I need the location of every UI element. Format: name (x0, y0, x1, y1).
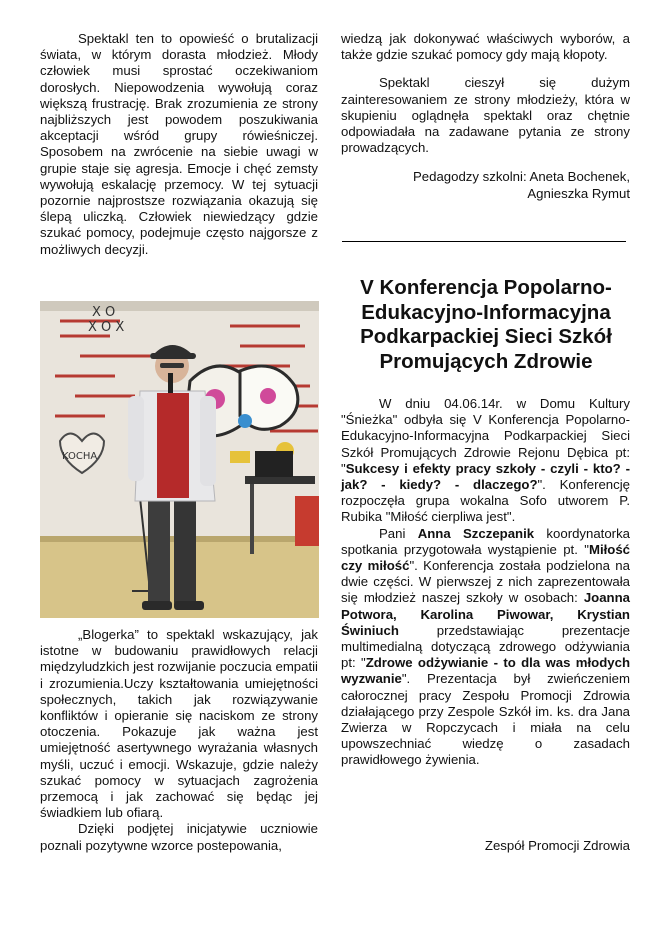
red-chair (295, 496, 319, 546)
article-paragraph-1 (341, 396, 630, 526)
board-text-2: X O X (88, 320, 125, 335)
p2-bold-students: Joanna Potwora, Karolina Piwowar, Krystian Świniuch (341, 590, 630, 638)
board-text-3: KOCHA (62, 451, 98, 462)
p2-text-4: przedstawiając prezentacje multimedialną dotyczącą zdrowego odżywiania pt: " (341, 622, 630, 671)
section-divider (342, 241, 626, 242)
p2-text-3: ". Konferencja została podzielona na dwie części. W pierwszej z nich zaprezentowała się młodzież naszej szkoły w osobach: (341, 558, 630, 606)
p2-text-2: koordynatorka spotkania przygotowała wystąpienie pt. " (341, 525, 630, 557)
article-paragraph-2 (341, 526, 630, 769)
article-body (341, 396, 630, 769)
signature-line-2: Agnieszka Rymut (527, 185, 630, 201)
laptop-icon (255, 451, 293, 477)
board-text-1: X O (92, 305, 116, 320)
p1-text-2: ". Konferencję rozpoczęła grupa wokalna Sofo utworem P. Rubika "Miłość cierpliwa jest". (341, 477, 630, 525)
p2-text-5: ". Prezentacja był zwieńczeniem całorocznej pracy Zespołu Promocji Zdrowia działającego przy Zespole Szkół im. ks. dra Jana Zwierza w Ropczycach i miała na celu upowszechniać wiedzę o zasadach prawidłowego żywienia. (341, 671, 630, 768)
headline-line-2: Edukacyjno-Informacyjna (361, 300, 611, 324)
article-headline (338, 276, 634, 374)
team-signature: Zespół Promocji Zdrowia (484, 838, 630, 853)
headline-line-4: Promujących Zdrowie (379, 349, 593, 373)
intro-paragraph: Spektakl ten to opowieść o brutalizacji świata, w którym dorasta młodzież. Młody człowiek musi sprostać oczekiwaniom dorosłych. Niepowodzenia wywołują coraz większą frustrację. Brak zrozumienia ze strony najbliższych jest powodem poszukiwania akceptacji wśród grupy rówieśniczej. Sposobem na zwrócenie na siebie uwagi w grupie staje się agresja. Emocje i chęć zemsty wywołują eskalację przemocy. W tej sytuacji pozornie najprostsze rozwiązania okazują się ślepą uliczką. Człowiek niewiedzący gdzie szukać pomocy, podejmuje często najgorsze z możliwych decyzji. (40, 31, 318, 257)
event-photo (40, 301, 319, 618)
p1-text-1: W dniu 04.06.14r. w Domu Kultury "Śnieżka" odbyła się V Konferencja Popolarno-Edukacyjno-Informacyjna Podkarpackiej Sieci Szkół Promujących Zdrowie Rejonu Dębica pt: " (341, 396, 630, 476)
signature-line-1: Pedagodzy szkolni: Aneta Bochenek, (412, 169, 630, 185)
left-column-top (40, 31, 318, 258)
p2-bold-name: Anna Szczepanik (417, 525, 535, 541)
paragraph-blogerka: „Blogerka” to spektakl wskazujący, jak istotne w budowaniu prawidłowych relacji międzyludzkich jest rozwijanie poczucia empatii i zrozumienia.Uczy kształtowania umiejętności społecznych, takich jak rozwiązywanie konfliktów i opieranie się naciskom ze strony otoczenia. Pokazuje jak ważna jest umiejętność asertywnego wyrażania własnych myśli, uczuć i emocji. Wskazuje, gdzie należy szukać pomocy w sytuacjach zagrożenia przemocą i jak zachować się będąc jej świadkiem lub ofiarą. (40, 627, 318, 821)
table-leg (250, 484, 254, 554)
paragraph-interest: Spektakl cieszył się dużym zainteresowaniem ze strony młodzieży, która w skupieniu oglądnęła spektakl oraz chętnie odpowiadała na zadawane pytania ze strony prowadzących. (341, 75, 630, 156)
microphone-icon (168, 373, 173, 393)
headline-line-1: V Konferencja Popolarno- (360, 276, 612, 299)
right-column-top (341, 31, 630, 202)
table-top (245, 476, 315, 484)
p2-bold-talk: Zdrowe odżywianie - to dla was młodych wyzwanie (341, 655, 630, 687)
paragraph-continuation: wiedzą jak dokonywać właściwych wyborów, a także gdzie szukać pomocy gdy mają kłopoty. (341, 31, 630, 63)
pedagogues-signature (341, 169, 630, 201)
left-column-bottom (40, 627, 318, 854)
p2-text-1: Pani (379, 525, 418, 541)
headline-line-3: Podkarpackiej Sieci Szkół (360, 325, 612, 349)
p1-bold-title: Sukcesy i efekty pracy szkoły - czyli - kto? - jak? - kiedy? - dlaczego? (341, 460, 630, 493)
p2-bold-title: Miłość czy miłość (341, 541, 630, 574)
paragraph-initiative: Dzięki podjętej inicjatywie uczniowie poznali pozytywne wzorce postepowania, (40, 821, 318, 853)
event-photo-drawing (40, 301, 319, 618)
